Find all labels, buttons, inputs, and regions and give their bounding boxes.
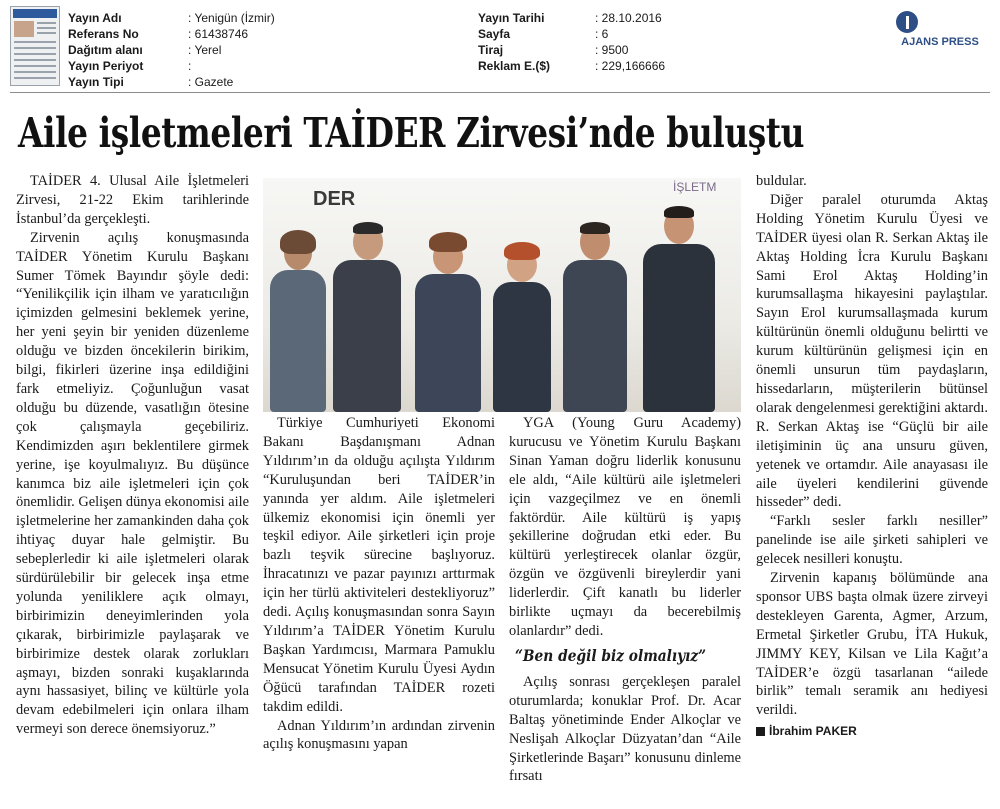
article-column-3 <box>509 414 741 786</box>
article-column-2 <box>263 414 495 754</box>
article-subheading: “Ben değil biz olmalıyız” <box>515 645 707 665</box>
person-figure <box>413 210 483 412</box>
meta-row-type: Yayın Tipi : Gazete <box>68 75 234 89</box>
article-column-1 <box>16 172 249 739</box>
person-figure <box>641 190 717 412</box>
meta-row-date: Yayın Tarihi : 28.10.2016 <box>478 11 662 25</box>
paragraph: “Farklı sesler farklı nesiller” panelinde ise aile şirketi sahipleri ve gelecek nesilleri konuştu. <box>756 513 988 568</box>
paragraph: TAİDER 4. Ulusal Aile İşletmeleri Zirvesi, 21-22 Ekim tarihlerinde İstanbul’da gerçekleşti. <box>16 173 249 227</box>
article-column-4 <box>756 172 988 741</box>
person-figure <box>561 202 629 412</box>
person-figure <box>331 200 403 412</box>
article-headline: Aile işletmeleri TAİDER Zirvesi’nde buluştu <box>18 109 805 157</box>
paragraph: Diğer paralel oturumda Aktaş Holding Yönetim Kurulu Üyesi ve TAİDER üyesi olan R. Serkan Aktaş ile Aktaş Holding İcra Kurulu Başkanı Sami Erol Aktaş Holding’in kurumsallaşma hikayesini paylaştılar. Sayın Erol kurumsallaşmada kurum kültürünün önemli olduğunu belirtti ve kurum kültürünün gelişmesi için en önemli unsurun tüm paydaşların, hissedarların, müşterilerin bütünsel olarak dengelenmesi gerektiğini aktardı. R. Serkan Aktaş ise “Güçlü bir aile iletişiminin üç ana unsuru güven, yetenek ve ortamdır. Aile anayasası ile aile üyeleri kendilerini güvende hisseder” dedi. <box>756 191 988 511</box>
paragraph: buldular. <box>756 173 807 189</box>
meta-row-period: Yayın Periyot : <box>68 59 192 73</box>
ajans-press-logo: AJANS PRESS <box>890 10 990 50</box>
paragraph: Zirvenin kapanış bölümünde ana sponsor UBS başta olmak üzere zirveyi destekleyen Garenta, Agmer, Arzum, Ermetal Şirketler Grubu, İTA Hukuk, JIMMY KEY, Kilsan ve Lila Kağıt’a TAİDER’e özgü tasarlanan “ailede birlik” temalı seramik anı hediyesi verildi. <box>756 570 988 719</box>
author-byline: İbrahim PAKER <box>756 722 988 741</box>
photo-banner-text-right: İŞLETM <box>673 180 717 194</box>
meta-row-circulation: Tiraj : 9500 <box>478 43 629 57</box>
meta-row-reference-no: Referans No : 61438746 <box>68 27 249 41</box>
meta-row-ad-value: Reklam E.($) : 229,166666 <box>478 59 666 73</box>
paragraph: Türkiye Cumhuriyeti Ekonomi Bakanı Başdanışmanı Adnan Yıldırım’ın da olduğu açılışta Yıldırım “Kuruluşundan beri TAİDER’in yanında yer aldım. Aile işletmeleri ülkemiz ekonomisi için önemli yer teşkil ediyor. Aile şirketleri için proje bazlı teşvik sürecine başlıyoruz. İhracatınızı ve pazar payınızı arttırmak için her türlü aktiviteleri destekliyoruz” dedi. Açılış konuşmasından sonra Sayın Yıldırım’a TAİDER Yönetim Kurulu Başkan Yardımcısı, Marmara Pamuklu Mensucat Yönetim Kurulu Üyesi Aydın Öğücü tarafından TAİDER rozeti takdim edildi. <box>263 415 495 715</box>
photo-banner-text: DER <box>313 188 356 210</box>
paragraph: Açılış sonrası gerçekleşen paralel oturumlarda; konuklar Prof. Dr. Acar Baltaş yönetiminde Ender Alkoçlar ve Neslişah Alkoçlar Düzyatan’dan “Aile Şirketlerinde Başarı” konusunu dinleme fırsatı <box>509 673 741 785</box>
paragraph: YGA (Young Guru Academy) kurucusu ve Yönetim Kurulu Başkanı Sinan Yaman doğru liderlik konusunu ele aldı, “Aile kültürü aile işletmeleri için vazgeçilmez ve en önemli faktördür. Aile kültürü iş yapış şekillerine doğrudan etki eder. Bu kültürü yerleştirecek olanlar özgür, özgün ve özgüvenli bireylerdir yani liderlerdir. Çift kanatlı bu liderler birlikte uçmayı da becerebilmiş olanlardır” dedi. <box>509 415 741 639</box>
person-figure <box>491 220 553 412</box>
publication-details <box>478 10 665 74</box>
paragraph: Zirvenin açılış konuşmasında TAİDER Yönetim Kurulu Başkanı Sumer Tömek Bayındır şöyle dedi: “Yenilikçilik için ilham ve yaratıcılığın içimizden gelmesini beklemek yerine, her yeni şeyin bir yeniden düzenleme olduğu ve bizden öncekilerin birikim, bilgi, fikirleri üzerine inşa edildiğini fark etmeliyiz. Çoğunluğun vasat olduğu bu düzende, vasatlığın ötesine çok çalışmayla geçebiliriz. Kendimizden aşırı beklentilere girmek yerine, işe koyulmalıyız. Bu düşünce kanımca biz aile işletmeleri için çok önemlidir. Gelişen dünya ekonomisi aile işletmelerine her zamankinden daha çok ihtiyaç duyar hale gelmiştir. Bu sebeplerledir ki aile işletmeleri olarak sürdürülebilir bir gelecek inşa etme yolunda yeniliklere açık olmayı, birbirimizin deneyimlerinden yola çıkarak, birbirimizle paylaşarak ve birbirimize destek olarak zorlukları aşmayı, bizden sonraki kuşaklarında aynı hassasiyet, bilinç ve kültürle yola devam edebilmeleri için onlara ilham vermeyi son derece önemsiyoruz.” <box>16 229 250 738</box>
ajans-press-logo-icon <box>896 11 918 33</box>
page-thumbnail <box>10 6 60 86</box>
meta-row-publication-name: Yayın Adı : Yenigün (İzmir) <box>68 11 275 25</box>
person-figure <box>268 212 328 412</box>
meta-row-distribution: Dağıtım alanı : Yerel <box>68 43 222 57</box>
paragraph: Adnan Yıldırım’ın ardından zirvenin açılış konuşmasını yapan <box>263 717 495 753</box>
event-photo <box>263 178 741 412</box>
meta-row-page: Sayfa : 6 <box>478 27 609 41</box>
header-divider <box>10 92 990 93</box>
publication-info <box>68 10 275 90</box>
